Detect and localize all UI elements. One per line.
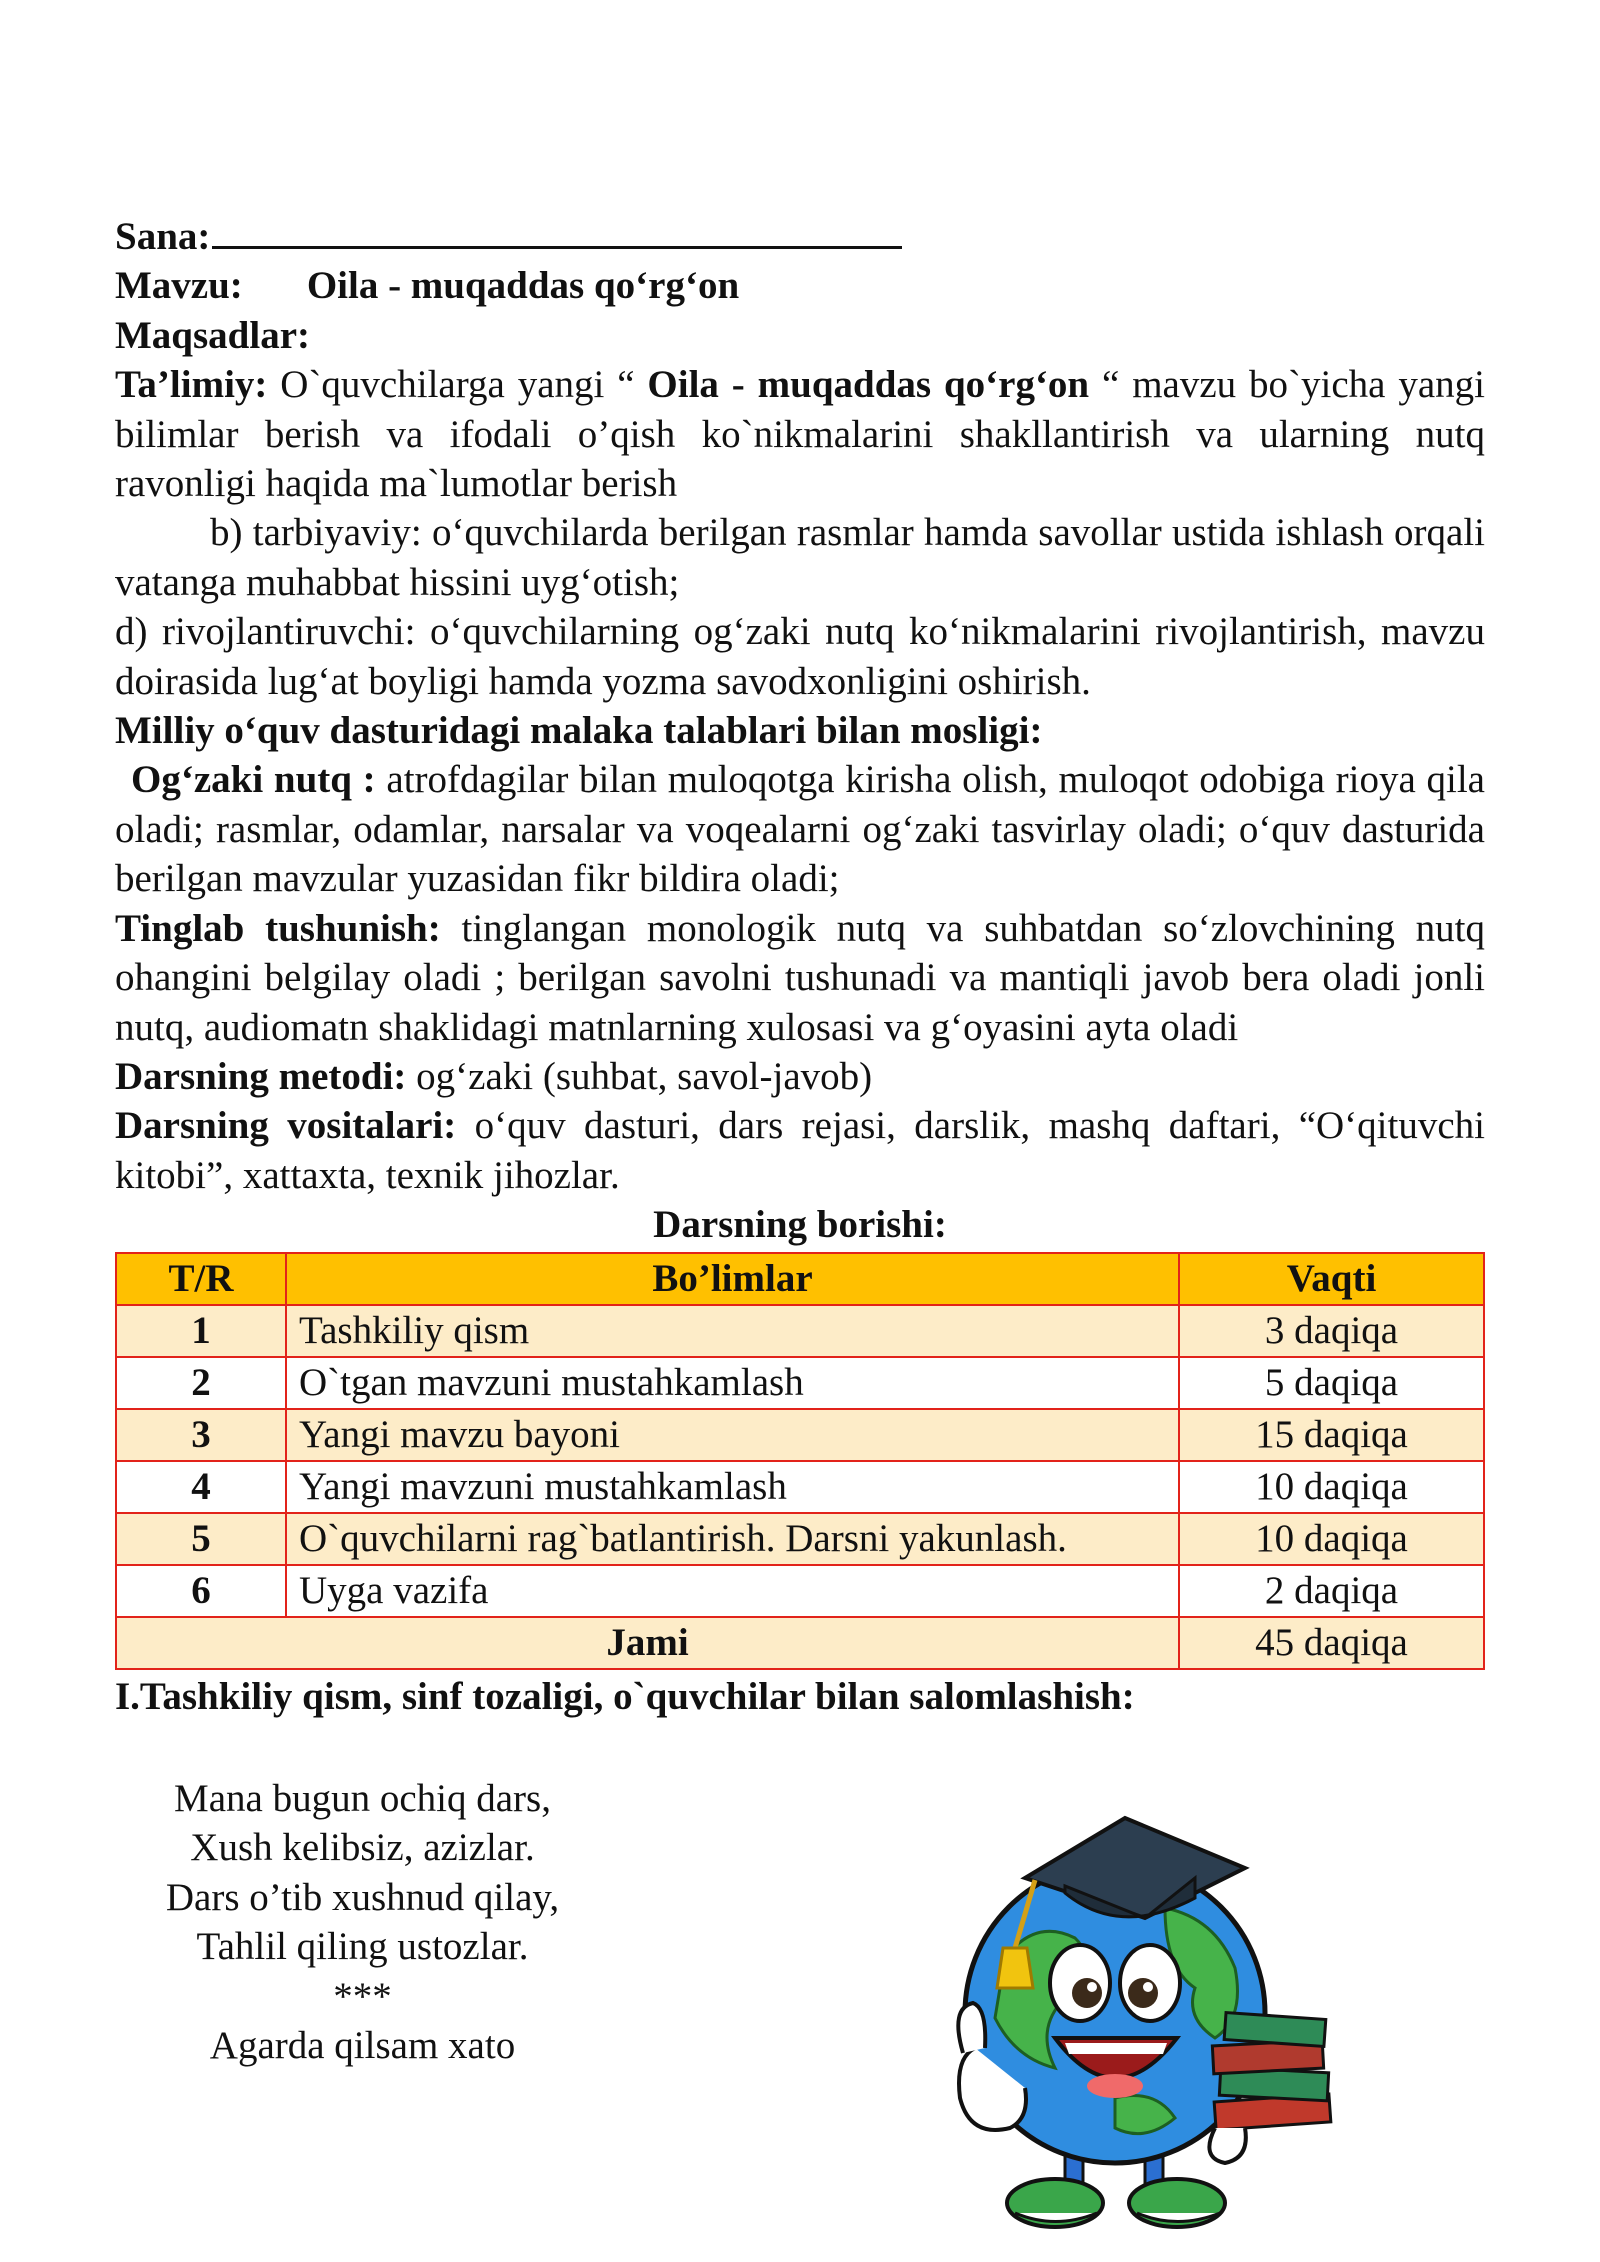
globe-mascot-icon (915, 1798, 1340, 2243)
table-total-row (116, 1617, 1484, 1669)
poem-line: Tahlil qiling ustozlar. (196, 1925, 529, 1969)
greeting-poem (115, 1774, 610, 2070)
standard-ogzaki: Og‘zaki nutq : atrofdagilar bilan muloqotga kirisha olish, muloqot odobiga rioya qila oladi; rasmlar, odamlar, narsalar va voqealarni og‘zaki tasvirlay oladi; o‘quv dasturida berilgan mavzular yuzasidan fikr bildira oladi; (115, 758, 1485, 901)
col-header-time: Vaqti (1179, 1253, 1484, 1305)
col-header-tr: T/R (116, 1253, 286, 1305)
table-row: 5 O`quvchilarni rag`batlantirish. Darsni yakunlash. 10 daqiqa (116, 1513, 1484, 1565)
table-row: 6 Uyga vazifa 2 daqiqa (116, 1565, 1484, 1617)
poem-line: *** (333, 1974, 392, 2018)
standard-tinglab: Tinglab tushunish: tinglangan monologik nutq va suhbatdan so‘zlovchining nutq ohangini belgilay oladi ; berilgan savolni tushunadi va mantiqli javob bera oladi jonli nutq, audiomatn shaklidagi matnlarning xulosasi va g‘oyasini ayta oladi (115, 906, 1485, 1049)
method-line: Darsning metodi: og‘zaki (suhbat, savol-javob) (115, 1054, 873, 1098)
standards-heading: Milliy o‘quv dasturidagi malaka talablari bilan mosligi: (115, 709, 1043, 753)
table-row: 2 O`tgan mavzuni mustahkamlash 5 daqiqa (116, 1357, 1484, 1409)
date-line: Sana: (115, 210, 1485, 261)
col-header-sections: Bo’limlar (286, 1253, 1179, 1305)
lesson-plan-page (115, 210, 1485, 1721)
goal-talimiy: Ta’limiy: O`quvchilarga yangi “ Oila - muqaddas qo‘rg‘on “ mavzu bo`yicha yangi bilimlar berish va ifodali o’qish ko`nikmalarini shakllantirish va ularning nutq ravonligi haqida ma`lumotlar berish (115, 363, 1485, 506)
table-row: 4 Yangi mavzuni mustahkamlash 10 daqiqa (116, 1461, 1484, 1513)
poem-line: Xush kelibsiz, azizlar. (190, 1826, 535, 1870)
table-header-row (116, 1253, 1484, 1305)
goals-heading: Maqsadlar: (115, 313, 310, 357)
lesson-plan-table (115, 1252, 1485, 1670)
total-label: Jami (116, 1617, 1179, 1669)
goal-tarbiyaviy: b) tarbiyaviy: o‘quvchilarda berilgan rasmlar hamda savollar ustida ishlash orqali vatanga muhabbat hissini uyg‘otish; (115, 511, 1485, 604)
table-row: 3 Yangi mavzu bayoni 15 daqiqa (116, 1409, 1484, 1461)
plan-title: Darsning borishi: (653, 1203, 947, 1247)
goal-rivojlantiruvchi: d) rivojlantiruvchi: o‘quvchilarning og‘zaki nutq ko‘nikmalarini rivojlantirish, mavzu doirasida lug‘at boyligi hamda yozma savodxonligini oshirish. (115, 610, 1485, 703)
topic-line: Mavzu: Oila - muqaddas qo‘rg‘on (115, 264, 740, 308)
table-row: 1 Tashkiliy qism 3 daqiqa (116, 1305, 1484, 1357)
section1-heading: I.Tashkiliy qism, sinf tozaligi, o`quvchilar bilan salomlashish: (115, 1674, 1135, 1718)
date-blank (212, 210, 902, 249)
poem-line: Dars o’tib xushnud qilay, (165, 1875, 560, 1919)
topic-value: Oila - muqaddas qo‘rg‘on (306, 264, 740, 308)
poem-line: Agarda qilsam xato (209, 2024, 516, 2068)
tools-line: Darsning vositalari: o‘quv dasturi, dars rejasi, darslik, mashq daftari, “O‘qituvchi kitobi”, xattaxta, texnik jihozlar. (115, 1104, 1485, 1197)
total-value: 45 daqiqa (1179, 1617, 1484, 1669)
poem-line: Mana bugun ochiq dars, (174, 1777, 551, 1820)
